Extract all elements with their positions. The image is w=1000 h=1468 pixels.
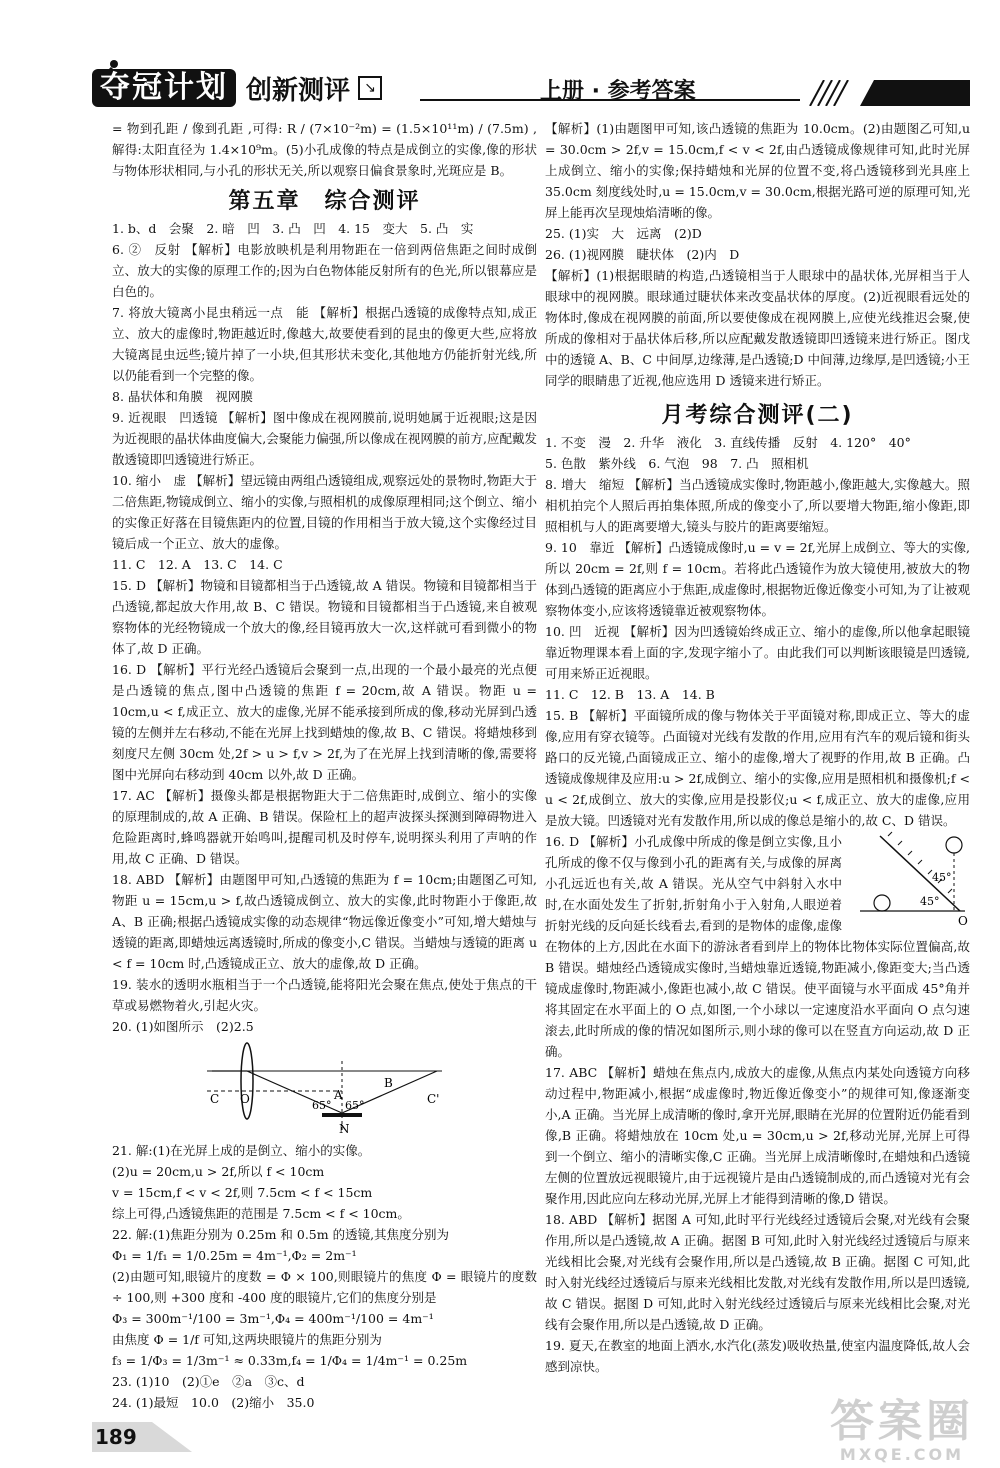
answer-item: 10. 缩小 虚 【解析】望远镜由两组凸透镜组成,观察远处的景物时,物距大于二倍焦距,物镜成倒立、缩小的实像,与照相机的成像原理相同;这个倒立、缩小的实像正好落在目镜焦距内的位置,目镜的作用相当于放大镜,这个实像经过目镜后成一个正立、放大的虚像。 bbox=[112, 473, 537, 551]
label-b: B bbox=[384, 1076, 393, 1090]
lead-paragraph: = 物到孔距 / 像到孔距 ,可得: R / (7×10⁻²m) = (1.5×10¹¹m) / (7.5m) ,解得:太阳直径为 1.4×10⁹m。(5)小孔成像的特点是成倒立的实像,像的形状与物体形状相同,与小孔的形状无关,所以观察日偏食景象时,光斑应是 B。 bbox=[112, 121, 537, 178]
answer-item: 19. 夏天,在教室的地面上洒水,水汽化(蒸发)吸收热量,使室内温度降低,故人会感到凉快。 bbox=[545, 1338, 970, 1374]
watermark-line-2: MXQE.COM bbox=[839, 1445, 965, 1465]
section-title: 上册 · 参考答案 bbox=[540, 79, 696, 104]
label-n: N bbox=[339, 1122, 350, 1136]
brand-subtitle: 创新测评 bbox=[246, 75, 351, 106]
angle-label-2: 65° bbox=[345, 1099, 365, 1112]
answer-item: 11. C 12. B 13. A 14. B bbox=[545, 687, 715, 702]
answer-list-top bbox=[545, 118, 970, 391]
answer-item: 1. b、d 会聚 2. 暗 凹 3. 凸 凹 4. 15 变大 5. 凸 实 bbox=[112, 221, 474, 236]
answer-list-2 bbox=[545, 432, 970, 831]
answer-item: 9. 近视眼 凹透镜 【解析】图中像成在视网膜前,说明她属于近视眼;这是因为近视眼的晶状体曲度偏大,会聚能力偏强,所以像成在视网膜的前方,应配戴发散透镜即凹透镜进行矫正。 bbox=[112, 410, 537, 467]
answer-item: 25. (1)实 大 远离 (2)D bbox=[545, 226, 702, 241]
answer-item: Φ₃ = 300m⁻¹/100 = 3m⁻¹,Φ₄ = 400m⁻¹/100 = 4m⁻¹ bbox=[112, 1311, 434, 1326]
answer-item: 1. 不变 漫 2. 升华 液化 3. 直线传播 反射 4. 120° 40° bbox=[545, 435, 911, 450]
answer-item: 8. 增大 缩短 【解析】当凸透镜成实像时,物距越小,像距越大,实像越大。照相机拍完个人照后再拍集体照,所成的像变小了,所以要增大物距,缩小像距,即照相机与人的距离要增大,镜头与胶片的距离要缩短。 bbox=[545, 477, 970, 534]
answer-item: 16. D 【解析】平行光经凸透镜后会聚到一点,出现的一个最小最亮的光点便是凸透镜的焦点,图中凸透镜的焦距 f = 20cm,故 A 错误。物距 u = 10cm,u < f,成正立、放大的虚像,光屏不能承接到所成的像,移动光屏到凸透镜的左侧并左右移动,不能在光屏上找到蜡烛的像,故 B、C 错误。将蜡烛移到刻度尺左侧 30cm 处,2f > u > f,v > 2f,为了在光屏上找到清晰的像,需要将图中光屏向右移动到 40cm 以外,故 D 正确。 bbox=[112, 662, 537, 782]
angle-label-b: 45° bbox=[932, 871, 952, 884]
answer-list bbox=[112, 218, 537, 1037]
label-c: C bbox=[210, 1092, 220, 1106]
answer-item-16 bbox=[545, 831, 970, 1062]
answer-item: 15. D 【解析】物镜和目镜都相当于凸透镜,故 A 错误。物镜和目镜都相当于凸透镜,都起放大作用,故 B、C 错误。物镜和目镜都相当于凸透镜,来自被观察物体的光经物镜成一个放大的像,经目镜再放大一次,这样就可看到微小的物体了,故 D 正确。 bbox=[112, 578, 537, 656]
left-column bbox=[112, 118, 537, 1413]
answer-item: f₃ = 1/Φ₃ = 1/3m⁻¹ ≈ 0.33m,f₄ = 1/Φ₄ = 1/4m⁻¹ = 0.25m bbox=[112, 1353, 468, 1368]
right-column bbox=[545, 118, 970, 1377]
answer-item: (2)u = 20cm,u > 2f,所以 f < 10cm bbox=[112, 1164, 325, 1179]
page-header bbox=[0, 0, 1000, 118]
chapter-title-2: 月考综合测评(二) bbox=[661, 403, 854, 428]
answer-item: 5. 色散 紫外线 6. 气泡 98 7. 凸 照相机 bbox=[545, 456, 809, 471]
answer-item: 21. 解:(1)在光屏上成的是倒立、缩小的实像。 bbox=[112, 1143, 371, 1158]
answer-item: 18. ABD 【解析】据图 A 可知,此时平行光线经过透镜后会聚,对光线有会聚作用,所以是凸透镜,故 A 正确。据图 B 可知,此时入射光线经过透镜后与原来光线相比会聚,对光线有会聚作用,所以是凸透镜,故 B 正确。据图 C 可知,此时入射光线经过透镜后与原来光线相比发散,对光线有发散作用,所以是凹透镜,故 C 错误。据图 D 可知,此时入射光线经过透镜后与原来光线相比会聚,对光线有会聚作用,所以是凸透镜,故 D 正确。 bbox=[545, 1212, 970, 1332]
label-a: A bbox=[334, 1088, 343, 1102]
answer-item: Φ₁ = 1/f₁ = 1/0.25m = 4m⁻¹,Φ₂ = 2m⁻¹ bbox=[112, 1248, 357, 1263]
watermark-line-1: 答案圈 bbox=[830, 1396, 974, 1447]
label-o: O bbox=[240, 1092, 250, 1106]
answer-list-continued bbox=[112, 1140, 537, 1413]
answer-item: 【解析】(1)由题图甲可知,该凸透镜的焦距为 10.0cm。(2)由题图乙可知,u = 30.0cm > 2f,v = 15.0cm,f < v < 2f,由凸透镜成像规律可知,此时光屏上成倒立、缩小的实像;保持蜡烛和光屏的位置不变,将凸透镜移到光具座上 35.0cm 刻度线处时,u = 15.0cm,v = 30.0cm,根据光路可逆的原理可知,光屏上能再次呈现烛焰清晰的像。 bbox=[545, 121, 970, 220]
answer-item: 17. ABC 【解析】蜡烛在焦点内,成放大的虚像,从焦点内某处向透镜方向移动过程中,物距减小,根据“成虚像时,物近像近像变小”的规律可知,像逐渐变小,A 正确。当光屏上成清晰的像时,拿开光屏,眼睛在光屏的位置附近仍能看到像,B 正确。将蜡烛放在 10cm 处,u = 30cm,u > 2f,移动光屏,光屏上可得到一个倒立、缩小的清晰实像,C 正确。当光屏上成清晰像时,在蜡烛和凸透镜左侧的位置放远视眼镜片,由于远视镜片是由凸透镜制成的,而凸透镜对光有会聚作用,因此应向左移动光屏,光屏上才能得到清晰的像,D 错误。 bbox=[545, 1065, 970, 1206]
answer-item: 8. 晶状体和角膜 视网膜 bbox=[112, 389, 253, 404]
answer-item: 10. 凹 近视 【解析】因为凹透镜始终成正立、缩小的虚像,所以他拿起眼镜靠近物理课本看上面的字,发现字缩小了。由此我们可以判断该眼镜是凹透镜,可用来矫正近视眼。 bbox=[545, 624, 970, 681]
chapter-title: 第五章 综合测评 bbox=[228, 189, 421, 214]
answer-item: 24. (1)最短 10.0 (2)缩小 35.0 bbox=[112, 1395, 315, 1410]
label-c-prime: C' bbox=[427, 1092, 440, 1106]
answer-item: 由焦度 Φ = 1/f 可知,这两块眼镜片的焦距分别为 bbox=[112, 1332, 382, 1347]
angle-label-1: 65° bbox=[312, 1099, 332, 1112]
stripes-decoration-icon bbox=[800, 80, 970, 106]
lens-ray-diagram bbox=[202, 1041, 452, 1136]
answer-item: (2)由题可知,眼镜片的度数 = Φ × 100,则眼镜片的焦度 Φ = 眼镜片的度数 ÷ 100,则 +300 度和 -400 度的眼镜片,它们的焦度分别是 bbox=[112, 1269, 537, 1305]
answer-item: 11. C 12. A 13. C 14. C bbox=[112, 557, 283, 572]
answer-item: 22. 解:(1)焦距分别为 0.25m 和 0.5m 的透镜,其焦度分别为 bbox=[112, 1227, 450, 1242]
page-number: 189 bbox=[95, 1425, 137, 1449]
label-o-2: O bbox=[958, 914, 968, 928]
answer-item: 17. AC 【解析】摄像头都是根据物距大于二倍焦距时,成倒立、缩小的实像的原理制成的,故 A 正确、B 错误。保险杠上的超声波探头探测到障碍物进入危险距离时,蜂鸣器就开始鸣叫,提醒司机及时停车,说明探头利用了声呐的作用,故 C 正确、D 错误。 bbox=[112, 788, 537, 866]
answer-item: v = 15cm,f < v < 2f,则 7.5cm < f < 15cm bbox=[112, 1185, 373, 1200]
answer-item: 18. ABD 【解析】由题图甲可知,凸透镜的焦距为 f = 10cm;由题图乙可知,物距 u = 15cm,u > f,故凸透镜成倒立、放大的实像,此时物距小于像距,故 A、B 正确;根据凸透镜成实像的动态规律“物远像近像变小”可知,增大蜡烛与透镜的距离,即蜡烛远离透镜时,所成的像变小,C 错误。当蜡烛与透镜的距离 u < f = 10cm 时,凸透镜成正立、放大的虚像,故 D 正确。 bbox=[112, 872, 537, 971]
answer-item: 【解析】(1)根据眼睛的构造,凸透镜相当于人眼球中的晶状体,光屏相当于人眼球中的视网膜。眼球通过睫状体来改变晶状体的厚度。(2)近视眼看远处的物体时,像成在视网膜的前面,所以要使像成在视网膜上,应使光线推迟会聚,使所成的像相对于晶状体后移,所以应配戴发散透镜即凹透镜来进行矫正。图戊中的透镜 A、B、C 中间厚,边缘薄,是凸透镜;D 中间薄,边缘厚,是凹透镜;小王同学的眼睛患了近视,他应选用 D 透镜来进行矫正。 bbox=[545, 268, 970, 388]
answer-item: 9. 10 靠近 【解析】凸透镜成像时,u = v = 2f,光屏上成倒立、等大的实像,所以 20cm = 2f,则 f = 10cm。若将此凸透镜作为放大镜使用,被放大的物体到凸透镜的距离应小于焦距,成虚像时,根据物近像近像变小可知,为了让被观察物体变小,应该将透镜靠近被观察物体。 bbox=[545, 540, 970, 618]
check-box-icon: ↘ bbox=[358, 76, 382, 100]
brand bbox=[92, 68, 382, 108]
watermark bbox=[830, 1398, 974, 1464]
answer-item: 15. B 【解析】平面镜所成的像与物体关于平面镜对称,即成正立、等大的虚像,应用有穿衣镜等。凸面镜对光线有发散的作用,应用有汽车的观后镜和街头路口的反光镜,凸面镜成正立、缩小的虚像,增大了视野的作用,故 B 正确。凸透镜成像规律及应用:u > 2f,成倒立、缩小的实像,应用是照相机和摄像机;f < u < 2f,成倒立、放大的实像,应用是投影仪;u < f,成正立、放大的虚像,应用是放大镜。凹透镜对光有发散作用,所以成的像总是缩小的,故 C、D 错误。 bbox=[545, 708, 970, 828]
answer-item: 20. (1)如图所示 (2)2.5 bbox=[112, 1019, 254, 1034]
answer-item: 综上可得,凸透镜焦距的范围是 7.5cm < f < 10cm。 bbox=[112, 1206, 410, 1221]
answer-item: 26. (1)视网膜 睫状体 (2)内 D bbox=[545, 247, 740, 262]
angle-label-a: 45° bbox=[920, 895, 940, 908]
answer-list-3 bbox=[545, 1062, 970, 1377]
answer-item: 7. 将放大镜离小昆虫稍远一点 能 【解析】根据凸透镜的成像特点知,成正立、放大的虚像时,物距越近时,像越大,故要使看到的昆虫的像更大些,应将放大镜离昆虫远些;镜片掉了一小块,但其形状未变化,其他地方仍能折射光线,所以仍能看到一个完整的像。 bbox=[112, 305, 537, 383]
mirror-diagram bbox=[850, 831, 970, 931]
answer-item: 19. 装水的透明水瓶相当于一个凸透镜,能将阳光会聚在焦点,使处于焦点的干草或易燃物着火,引起火灾。 bbox=[112, 977, 537, 1013]
answer-item: 23. (1)10 (2)①e ②a ③c、d bbox=[112, 1374, 305, 1389]
answer-item: 6. ② 反射 【解析】电影放映机是利用物距在一倍到两倍焦距之间时成倒立、放大的实像的原理工作的;因为白色物体能反射所有的色光,所以银幕应是白色的。 bbox=[112, 242, 537, 299]
brand-logo: 夺冠计划 bbox=[92, 69, 236, 107]
answer-item-16-text: 16. D 【解析】小孔成像中所成的像是倒立实像,且小孔所成的像不仅与像到小孔的距离有关,与成像的屏离小孔远近也有关,故 A 错误。光从空气中斜射入水中时,在水面处发生了折射,折射角小于入射角,人眼逆着折射光线的反向延长线看去,看到的是物体的虚像,虚像在物体的上方,因此在水面下的游泳者看到岸上的物体比物体实际位置偏高,故 B 错误。蜡烛经凸透镜成实像时,当蜡烛靠近透镜,物距减小,像距变大;当凸透镜成虚像时,物距减小,像距也减小,故 C 错误。使平面镜与水平面成 45°角并将其固定在水平面上的 O 点,如图,一个小球以一定速度沿水平面向 O 点匀速滚去,此时所成的像的情况如图所示,则小球的像可以在竖直方向运动,故 D 正确。 bbox=[545, 834, 970, 1059]
